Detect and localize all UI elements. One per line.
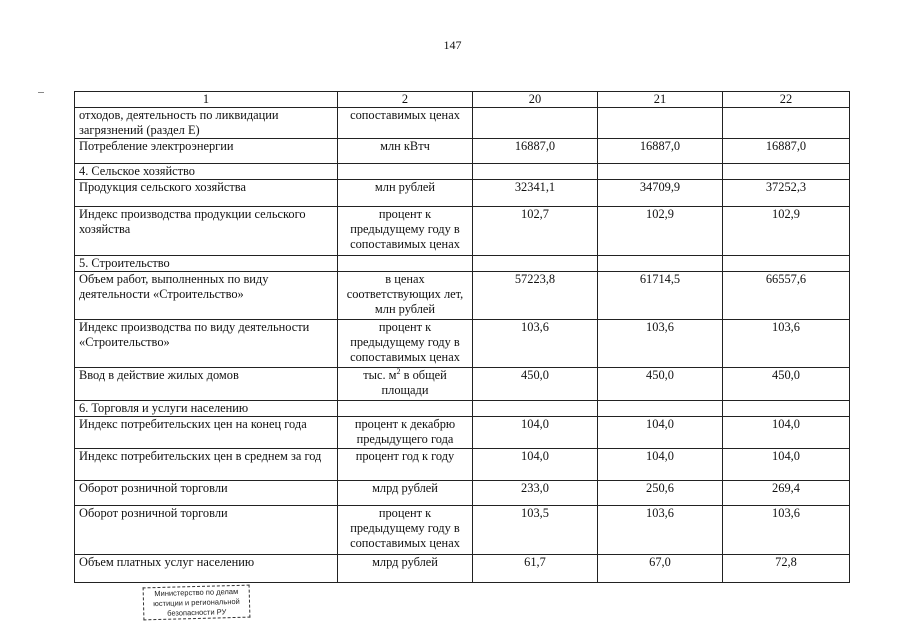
- unit-cell: млн кВтч: [338, 139, 473, 164]
- value-cell-21: 34709,9: [598, 180, 723, 207]
- header-cell-col20: 20: [473, 92, 598, 108]
- value-cell-21: 104,0: [598, 417, 723, 449]
- stamp-line: юстиции и региональной: [153, 596, 240, 609]
- indicator-cell: Объем работ, выполненных по виду деятельности «Строительство»: [75, 272, 338, 320]
- value-cell-20: 233,0: [473, 481, 598, 506]
- header-cell-col1: 1: [75, 92, 338, 108]
- value-cell-21: 103,6: [598, 506, 723, 555]
- unit-text: тыс. м: [363, 368, 397, 382]
- page-number: 147: [443, 38, 462, 52]
- unit-cell: процент к предыдущему году в сопоставимых ценах: [338, 207, 473, 256]
- value-cell-22: 450,0: [723, 368, 850, 401]
- table-row: [75, 139, 850, 164]
- indicator-cell: Продукция сельского хозяйства: [75, 180, 338, 207]
- value-cell-21: [598, 256, 723, 272]
- unit-cell: сопоставимых ценах: [338, 108, 473, 139]
- value-cell-21: 67,0: [598, 555, 723, 583]
- header-cell-col21: 21: [598, 92, 723, 108]
- indicator-cell: Индекс производства по виду деятельности «Строительство»: [75, 320, 338, 368]
- value-cell-21: 61714,5: [598, 272, 723, 320]
- value-cell-22: 104,0: [723, 449, 850, 481]
- value-cell-20: [473, 256, 598, 272]
- table-row: [75, 555, 850, 583]
- value-cell-22: 16887,0: [723, 139, 850, 164]
- value-cell-21: 102,9: [598, 207, 723, 256]
- table-row: [75, 506, 850, 555]
- indicator-cell: Индекс потребительских цен на конец года: [75, 417, 338, 449]
- value-cell-21: [598, 401, 723, 417]
- value-cell-20: 16887,0: [473, 139, 598, 164]
- value-cell-21: 450,0: [598, 368, 723, 401]
- table-row: [75, 481, 850, 506]
- table-row: [75, 368, 850, 401]
- section-title: 6. Торговля и услуги населению: [75, 401, 338, 417]
- value-cell-20: 450,0: [473, 368, 598, 401]
- indicator-cell: Оборот розничной торговли: [75, 506, 338, 555]
- value-cell-22: [723, 108, 850, 139]
- indicator-cell: Оборот розничной торговли: [75, 481, 338, 506]
- value-cell-21: [598, 108, 723, 139]
- table-row: [75, 320, 850, 368]
- indicator-cell: Индекс потребительских цен в среднем за год: [75, 449, 338, 481]
- value-cell-20: [473, 401, 598, 417]
- value-cell-21: 104,0: [598, 449, 723, 481]
- header-cell-col22: 22: [723, 92, 850, 108]
- unit-cell: [338, 256, 473, 272]
- value-cell-21: 16887,0: [598, 139, 723, 164]
- table-row: [75, 272, 850, 320]
- value-cell-20: 32341,1: [473, 180, 598, 207]
- value-cell-22: 102,9: [723, 207, 850, 256]
- value-cell-21: [598, 164, 723, 180]
- unit-superscript: 2: [396, 367, 401, 376]
- unit-cell: млрд рублей: [338, 555, 473, 583]
- value-cell-22: 103,6: [723, 320, 850, 368]
- unit-cell: процент к декабрю предыдущего года: [338, 417, 473, 449]
- value-cell-20: 61,7: [473, 555, 598, 583]
- value-cell-21: 250,6: [598, 481, 723, 506]
- unit-cell: процент к предыдущему году в сопоставимых ценах: [338, 506, 473, 555]
- indicator-cell: Потребление электроэнергии: [75, 139, 338, 164]
- section-row: [75, 256, 850, 272]
- value-cell-22: 269,4: [723, 481, 850, 506]
- value-cell-20: 103,5: [473, 506, 598, 555]
- indicator-cell: отходов, деятельность по ликвидации загрязнений (раздел Е): [75, 108, 338, 139]
- indicators-table: [74, 91, 850, 583]
- unit-cell: процент к предыдущему году в сопоставимых ценах: [338, 320, 473, 368]
- indicator-cell: Индекс производства продукции сельского хозяйства: [75, 207, 338, 256]
- value-cell-20: 104,0: [473, 449, 598, 481]
- header-cell-col2: 2: [338, 92, 473, 108]
- value-cell-20: 57223,8: [473, 272, 598, 320]
- table-row: [75, 207, 850, 256]
- table-row: [75, 417, 850, 449]
- unit-cell: [338, 164, 473, 180]
- unit-cell: [338, 401, 473, 417]
- indicator-cell: Объем платных услуг населению: [75, 555, 338, 583]
- value-cell-22: [723, 401, 850, 417]
- stamp-line: безопасности РУ: [167, 607, 227, 618]
- table-header-row: [75, 92, 850, 108]
- indicator-cell: Ввод в действие жилых домов: [75, 368, 338, 401]
- value-cell-20: [473, 108, 598, 139]
- stamp-line: Министерство по делам: [154, 586, 239, 599]
- unit-cell: млн рублей: [338, 180, 473, 207]
- unit-cell: процент год к году: [338, 449, 473, 481]
- value-cell-20: 103,6: [473, 320, 598, 368]
- table-row: [75, 108, 850, 139]
- section-title: 5. Строительство: [75, 256, 338, 272]
- registration-stamp: [143, 585, 251, 621]
- value-cell-22: 103,6: [723, 506, 850, 555]
- table-row: [75, 449, 850, 481]
- section-title: 4. Сельское хозяйство: [75, 164, 338, 180]
- unit-cell: млрд рублей: [338, 481, 473, 506]
- value-cell-20: 102,7: [473, 207, 598, 256]
- value-cell-20: [473, 164, 598, 180]
- unit-cell: [338, 368, 473, 401]
- section-row: [75, 164, 850, 180]
- unit-cell: в ценах соответствующих лет, млн рублей: [338, 272, 473, 320]
- value-cell-22: 66557,6: [723, 272, 850, 320]
- value-cell-21: 103,6: [598, 320, 723, 368]
- value-cell-22: [723, 164, 850, 180]
- value-cell-22: 104,0: [723, 417, 850, 449]
- value-cell-22: 37252,3: [723, 180, 850, 207]
- value-cell-22: 72,8: [723, 555, 850, 583]
- value-cell-20: 104,0: [473, 417, 598, 449]
- table-row: [75, 180, 850, 207]
- unit-text-tail: в общей площади: [381, 368, 447, 397]
- value-cell-22: [723, 256, 850, 272]
- margin-mark: [38, 92, 44, 93]
- section-row: [75, 401, 850, 417]
